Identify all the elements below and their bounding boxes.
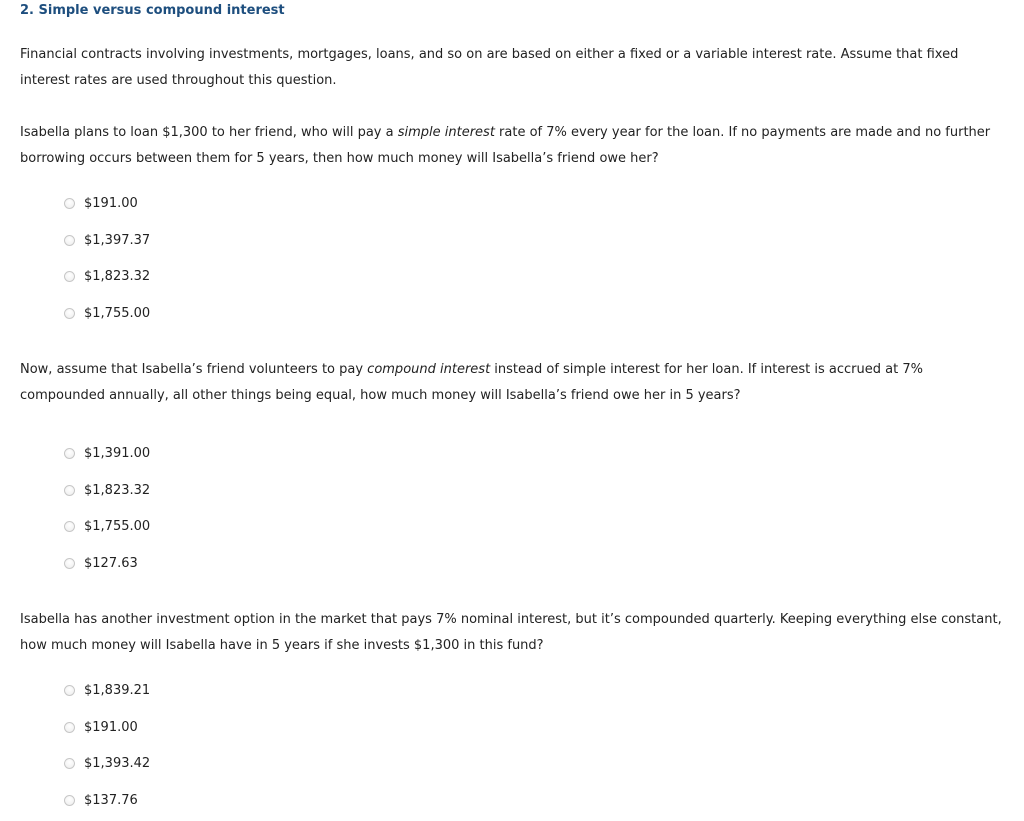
option-label: $1,391.00 (84, 445, 151, 461)
question-2-text (20, 357, 1012, 409)
option-label: $1,755.00 (84, 305, 151, 321)
question-3-text: Isabella has another investment option in the market that pays 7% nominal interest, but it’s compounded quarterly. Keeping everything else constant, how much money will Isabella have in 5 years if she invests $1,300 in this fund? (20, 612, 1002, 653)
question-1-options (64, 185, 150, 332)
question-1-text-after: rate of 7% every year for the loan. If no payments are made and no further borrowing occurs between them for 5 years, then how much money will Isabella’s friend owe her? (20, 125, 991, 166)
radio-button[interactable] (64, 685, 75, 696)
question-3-option-2[interactable] (64, 709, 150, 746)
question-2-options (64, 435, 150, 582)
question-1-text (20, 120, 1012, 172)
question-3-option-4[interactable] (64, 782, 150, 819)
radio-button[interactable] (64, 308, 75, 319)
question-1-option-2[interactable] (64, 222, 150, 259)
question-1-option-1[interactable] (64, 185, 150, 222)
question-3-option-1[interactable] (64, 672, 150, 709)
question-2-text-after: instead of simple interest for her loan. If interest is accrued at 7% compounded annually, all other things being equal, how much money will Isabella’s friend owe her in 5 years? (20, 362, 923, 403)
option-label: $191.00 (84, 195, 138, 211)
radio-button[interactable] (64, 722, 75, 733)
option-label: $191.00 (84, 719, 138, 735)
question-2-option-3[interactable] (64, 508, 150, 545)
option-label: $1,397.37 (84, 232, 151, 248)
option-label: $1,839.21 (84, 682, 151, 698)
question-3-options (64, 672, 150, 819)
question-2-option-2[interactable] (64, 472, 150, 509)
option-label: $1,823.32 (84, 482, 151, 498)
radio-button[interactable] (64, 795, 75, 806)
option-label: $1,755.00 (84, 519, 151, 535)
question-1-option-3[interactable] (64, 258, 150, 295)
question-1-text-before: Isabella plans to loan $1,300 to her friend, who will pay a (20, 125, 398, 140)
question-2-emphasis: compound interest (367, 362, 491, 377)
option-label: $1,393.42 (84, 756, 151, 772)
option-label: $127.63 (84, 555, 138, 571)
option-label: $137.76 (84, 792, 138, 808)
question-2-text-before: Now, assume that Isabella’s friend volunteers to pay (20, 362, 368, 377)
radio-button[interactable] (64, 521, 75, 532)
option-label: $1,823.32 (84, 269, 151, 285)
question-1-emphasis: simple interest (397, 125, 495, 140)
radio-button[interactable] (64, 448, 75, 459)
radio-button[interactable] (64, 758, 75, 769)
question-2-option-4[interactable] (64, 545, 150, 582)
question-title: 2. Simple versus compound interest (20, 3, 285, 18)
question-1-option-4[interactable] (64, 295, 150, 332)
radio-button[interactable] (64, 558, 75, 569)
radio-button[interactable] (64, 271, 75, 282)
intro-paragraph: Financial contracts involving investments, mortgages, loans, and so on are based on either a fixed or a variable interest rate. Assume that fixed interest rates are used throughout this question. (20, 47, 959, 88)
radio-button[interactable] (64, 198, 75, 209)
question-2-option-1[interactable] (64, 435, 150, 472)
radio-button[interactable] (64, 235, 75, 246)
radio-button[interactable] (64, 485, 75, 496)
question-3-option-3[interactable] (64, 745, 150, 782)
